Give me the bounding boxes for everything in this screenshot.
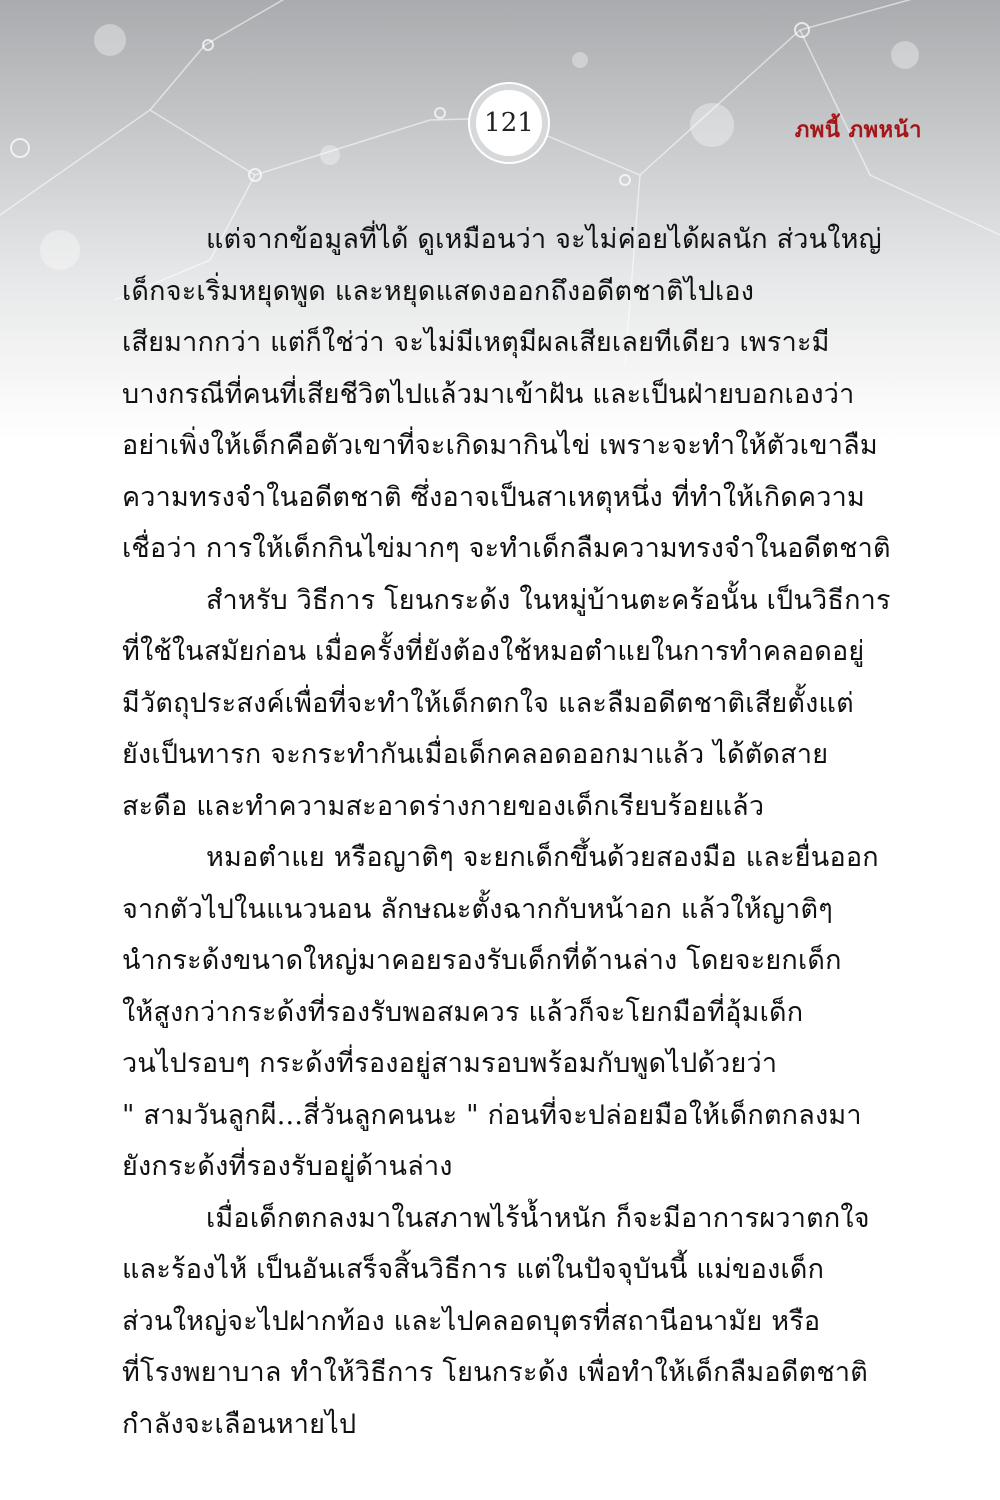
text-line: เสียมากกว่า แต่ก็ใช่ว่า จะไม่มีเหตุมีผลเสียเลยทีเดียว เพราะมี: [122, 327, 830, 358]
text-line: จากตัวไปในแนวนอน ลักษณะตั้งฉากกับหน้าอก แล้วให้ญาติๆ: [122, 893, 833, 925]
text-line: สะดือ และทำความสะอาดร่างกายของเด็กเรียบร้อยแล้ว: [122, 790, 765, 822]
text-line: วนไปรอบๆ กระด้งที่รองอยู่สามรอบพร้อมกับพูดไปด้วยว่า: [122, 1048, 778, 1079]
text-line: สำหรับ วิธีการ โยนกระด้ง ในหมู่บ้านตะคร้อนั้น เป็นวิธีการ: [206, 584, 891, 616]
text-line: บางกรณีที่คนที่เสียชีวิตไปแล้วมาเข้าฝัน และเป็นฝ่ายบอกเองว่า: [122, 378, 855, 410]
text-line: มีวัตถุประสงค์เพื่อที่จะทำให้เด็กตกใจ และลืมอดีตชาติเสียตั้งแต่: [122, 687, 854, 719]
running-title: ภพนี้ ภพหน้า: [794, 117, 922, 143]
text-line: ส่วนใหญ่จะไปฝากท้อง และไปคลอดบุตรที่สถานีอนามัย หรือ: [122, 1305, 821, 1337]
text-line: เมื่อเด็กตกลงมาในสภาพไร้น้ำหนัก ก็จะมีอาการผวาตกใจ: [206, 1202, 870, 1234]
text-line: เด็กจะเริ่มหยุดพูด และหยุดแสดงออกถึงอดีตชาติไปเอง: [122, 275, 755, 307]
text-line: เชื่อว่า การให้เด็กกินไข่มากๆ จะทำเด็กลืมความทรงจำในอดีตชาติ: [122, 533, 891, 564]
text-line: และร้องไห้ เป็นอันเสร็จสิ้นวิธีการ แต่ในปัจจุบันนี้ แม่ของเด็ก: [122, 1254, 825, 1285]
text-line: ยังเป็นทารก จะกระทำกันเมื่อเด็กคลอดออกมาแล้ว ได้ตัดสาย: [122, 739, 829, 770]
text-line: อย่าเพิ่งให้เด็กคือตัวเขาที่จะเกิดมากินไข่ เพราะจะทำให้ตัวเขาลืม: [122, 430, 878, 461]
text-line: ที่ใช้ในสมัยก่อน เมื่อครั้งที่ยังต้องใช้หมอตำแยในการทำคลอดอยู่: [122, 636, 865, 667]
text-line: ที่โรงพยาบาล ทำให้วิธีการ โยนกระด้ง เพื่อทำให้เด็กลืมอดีตชาติ: [122, 1357, 868, 1388]
text-line: กำลังจะเลือนหายไป: [122, 1408, 357, 1440]
text-line: " สามวันลูกผี...สี่วันลูกคนนะ " ก่อนที่จะปล่อยมือให้เด็กตกลงมา: [122, 1099, 862, 1131]
page-number: 121: [470, 84, 548, 162]
text-line: ให้สูงกว่ากระด้งที่รองรับพอสมควร แล้วก็จะโยกมือที่อุ้มเด็ก: [122, 996, 804, 1028]
text-line: ความทรงจำในอดีตชาติ ซึ่งอาจเป็นสาเหตุหนึ่ง ที่ทำให้เกิดความ: [122, 481, 865, 513]
text-line: นำกระด้งขนาดใหญ่มาคอยรองรับเด็กที่ด้านล่าง โดยจะยกเด็ก: [122, 945, 842, 976]
body-text: [122, 214, 922, 1450]
text-line: ยังกระด้งที่รองรับอยู่ด้านล่าง: [122, 1151, 453, 1182]
text-line: แต่จากข้อมูลที่ได้ ดูเหมือนว่า จะไม่ค่อยได้ผลนัก ส่วนใหญ่: [206, 224, 882, 255]
text-line: หมอตำแย หรือญาติๆ จะยกเด็กขึ้นด้วยสองมือ และยื่นออก: [206, 842, 879, 873]
